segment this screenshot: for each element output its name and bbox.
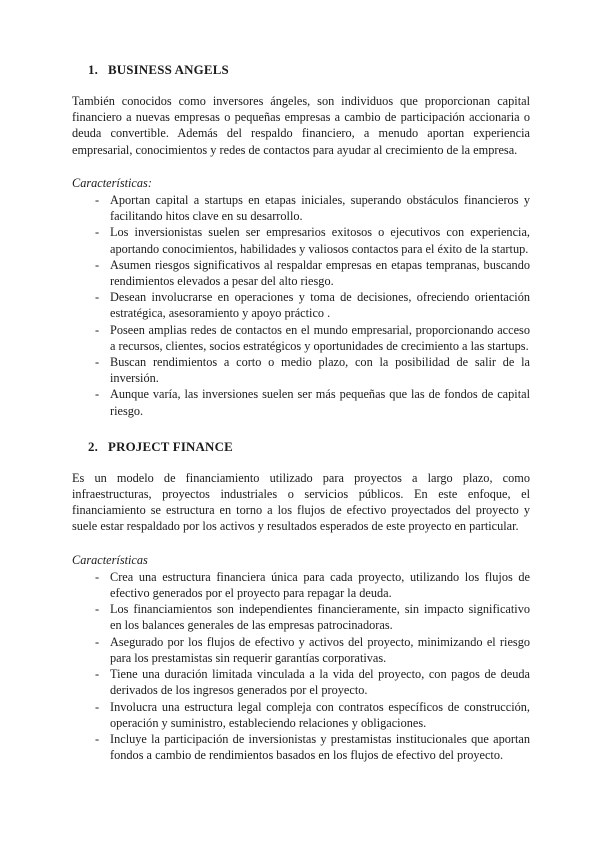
bullet-dash: - <box>95 569 100 584</box>
bullet-text: Buscan rendimientos a corto o medio plazo, con la posibilidad de salir de la inversión. <box>110 355 530 386</box>
section-1-number: 1. <box>88 63 99 77</box>
bullet-dash: - <box>95 731 100 746</box>
bullet-item <box>95 192 530 224</box>
section-2-caracteristicas-label: Características <box>72 552 148 567</box>
section-1-caracteristicas-label: Características: <box>72 175 152 190</box>
section-1-intro: También conocidos como inversores ángeles, son individuos que proporcionan capital financiero a nuevas empresas o pequeñas empresas a cambio de participación accionaria o deuda convertible. Además del respaldo financiero, a menudo aportan experiencia empresarial, conocimientos y redes de contactos para ayudar al crecimiento de la empresa. <box>72 94 530 157</box>
bullet-dash: - <box>95 355 100 370</box>
bullet-text: Aportan capital a startups en etapas iniciales, superando obstáculos financieros y facilitando hitos clave en su desarrollo. <box>110 193 530 224</box>
section-project-finance <box>72 439 530 763</box>
bullet-text: Involucra una estructura legal compleja con contratos específicos de construcción, operación y suministro, estableciendo relaciones y obligaciones. <box>110 699 530 730</box>
bullet-item <box>95 569 530 601</box>
bullet-text: Aunque varía, las inversiones suelen ser más pequeñas que las de fondos de capital riesgo. <box>110 387 530 418</box>
section-1-bullet-list <box>72 192 530 419</box>
bullet-text: Tiene una duración limitada vinculada a la vida del proyecto, con pagos de deuda derivados de los ingresos generados por el proyecto. <box>110 667 530 698</box>
bullet-text: Crea una estructura financiera única para cada proyecto, utilizando los flujos de efectivo generados por el proyecto para repagar la deuda. <box>110 569 530 601</box>
bullet-dash: - <box>95 602 100 617</box>
bullet-text: Poseen amplias redes de contactos en el mundo empresarial, proporcionando acceso a recursos, clientes, socios estratégicos y oportunidades de crecimiento a las startups. <box>110 322 530 353</box>
bullet-text: Incluye la participación de inversionistas y prestamistas institucionales que aportan fondos a cambio de rendimientos basados en los flujos de efectivo del proyecto. <box>110 731 530 763</box>
bullet-item <box>95 699 530 731</box>
bullet-text: Desean involucrarse en operaciones y toma de decisiones, ofreciendo orientación estratégica, asesoramiento y apoyo práctico . <box>110 290 530 321</box>
bullet-dash: - <box>95 634 100 649</box>
section-2-title: PROJECT FINANCE <box>108 439 233 454</box>
bullet-item <box>95 289 530 321</box>
bullet-item <box>95 601 530 633</box>
bullet-dash: - <box>95 699 100 714</box>
section-2-number: 2. <box>88 439 99 454</box>
bullet-dash: - <box>95 257 100 272</box>
bullet-dash: - <box>95 290 100 305</box>
bullet-dash: - <box>95 225 100 240</box>
bullet-item <box>95 666 530 698</box>
bullet-dash: - <box>95 387 100 402</box>
section-1-title: BUSINESS ANGELS <box>108 63 229 77</box>
section-2-heading <box>88 439 530 455</box>
bullet-item <box>95 322 530 354</box>
bullet-item <box>95 354 530 386</box>
bullet-item <box>95 634 530 666</box>
section-2-intro: Es un modelo de financiamiento utilizado para proyectos a largo plazo, como infraestructuras, proyectos industriales o servicios públicos. En este enfoque, el financiamiento se estructura en torno a los flujos de efectivo proyectados del proyecto y suele estar respaldado por los activos y resultados esperados de este proyecto en particular. <box>72 470 530 534</box>
bullet-dash: - <box>95 322 100 337</box>
bullet-dash: - <box>95 667 100 682</box>
bullet-text: Asumen riesgos significativos al respaldar empresas en etapas tempranas, buscando rendimientos elevados a pesar del alto riesgo. <box>110 257 530 289</box>
bullet-text: Los inversionistas suelen ser empresarios exitosos o ejecutivos con experiencia, aportando conocimientos, habilidades y valiosos contactos para el éxito de la startup. <box>110 225 530 256</box>
bullet-item <box>95 386 530 418</box>
bullet-text: Asegurado por los flujos de efectivo y activos del proyecto, minimizando el riesgo para los prestamistas sin requerir garantías corporativas. <box>110 634 530 665</box>
bullet-item <box>95 224 530 256</box>
section-business-angels <box>72 62 530 419</box>
section-1-heading <box>88 62 530 78</box>
bullet-item <box>95 731 530 763</box>
bullet-item <box>95 257 530 289</box>
bullet-text: Los financiamientos son independientes financieramente, sin impacto significativo en los balances generales de las empresas patrocinadoras. <box>110 602 530 633</box>
bullet-dash: - <box>95 193 100 208</box>
section-2-bullet-list <box>72 569 530 763</box>
